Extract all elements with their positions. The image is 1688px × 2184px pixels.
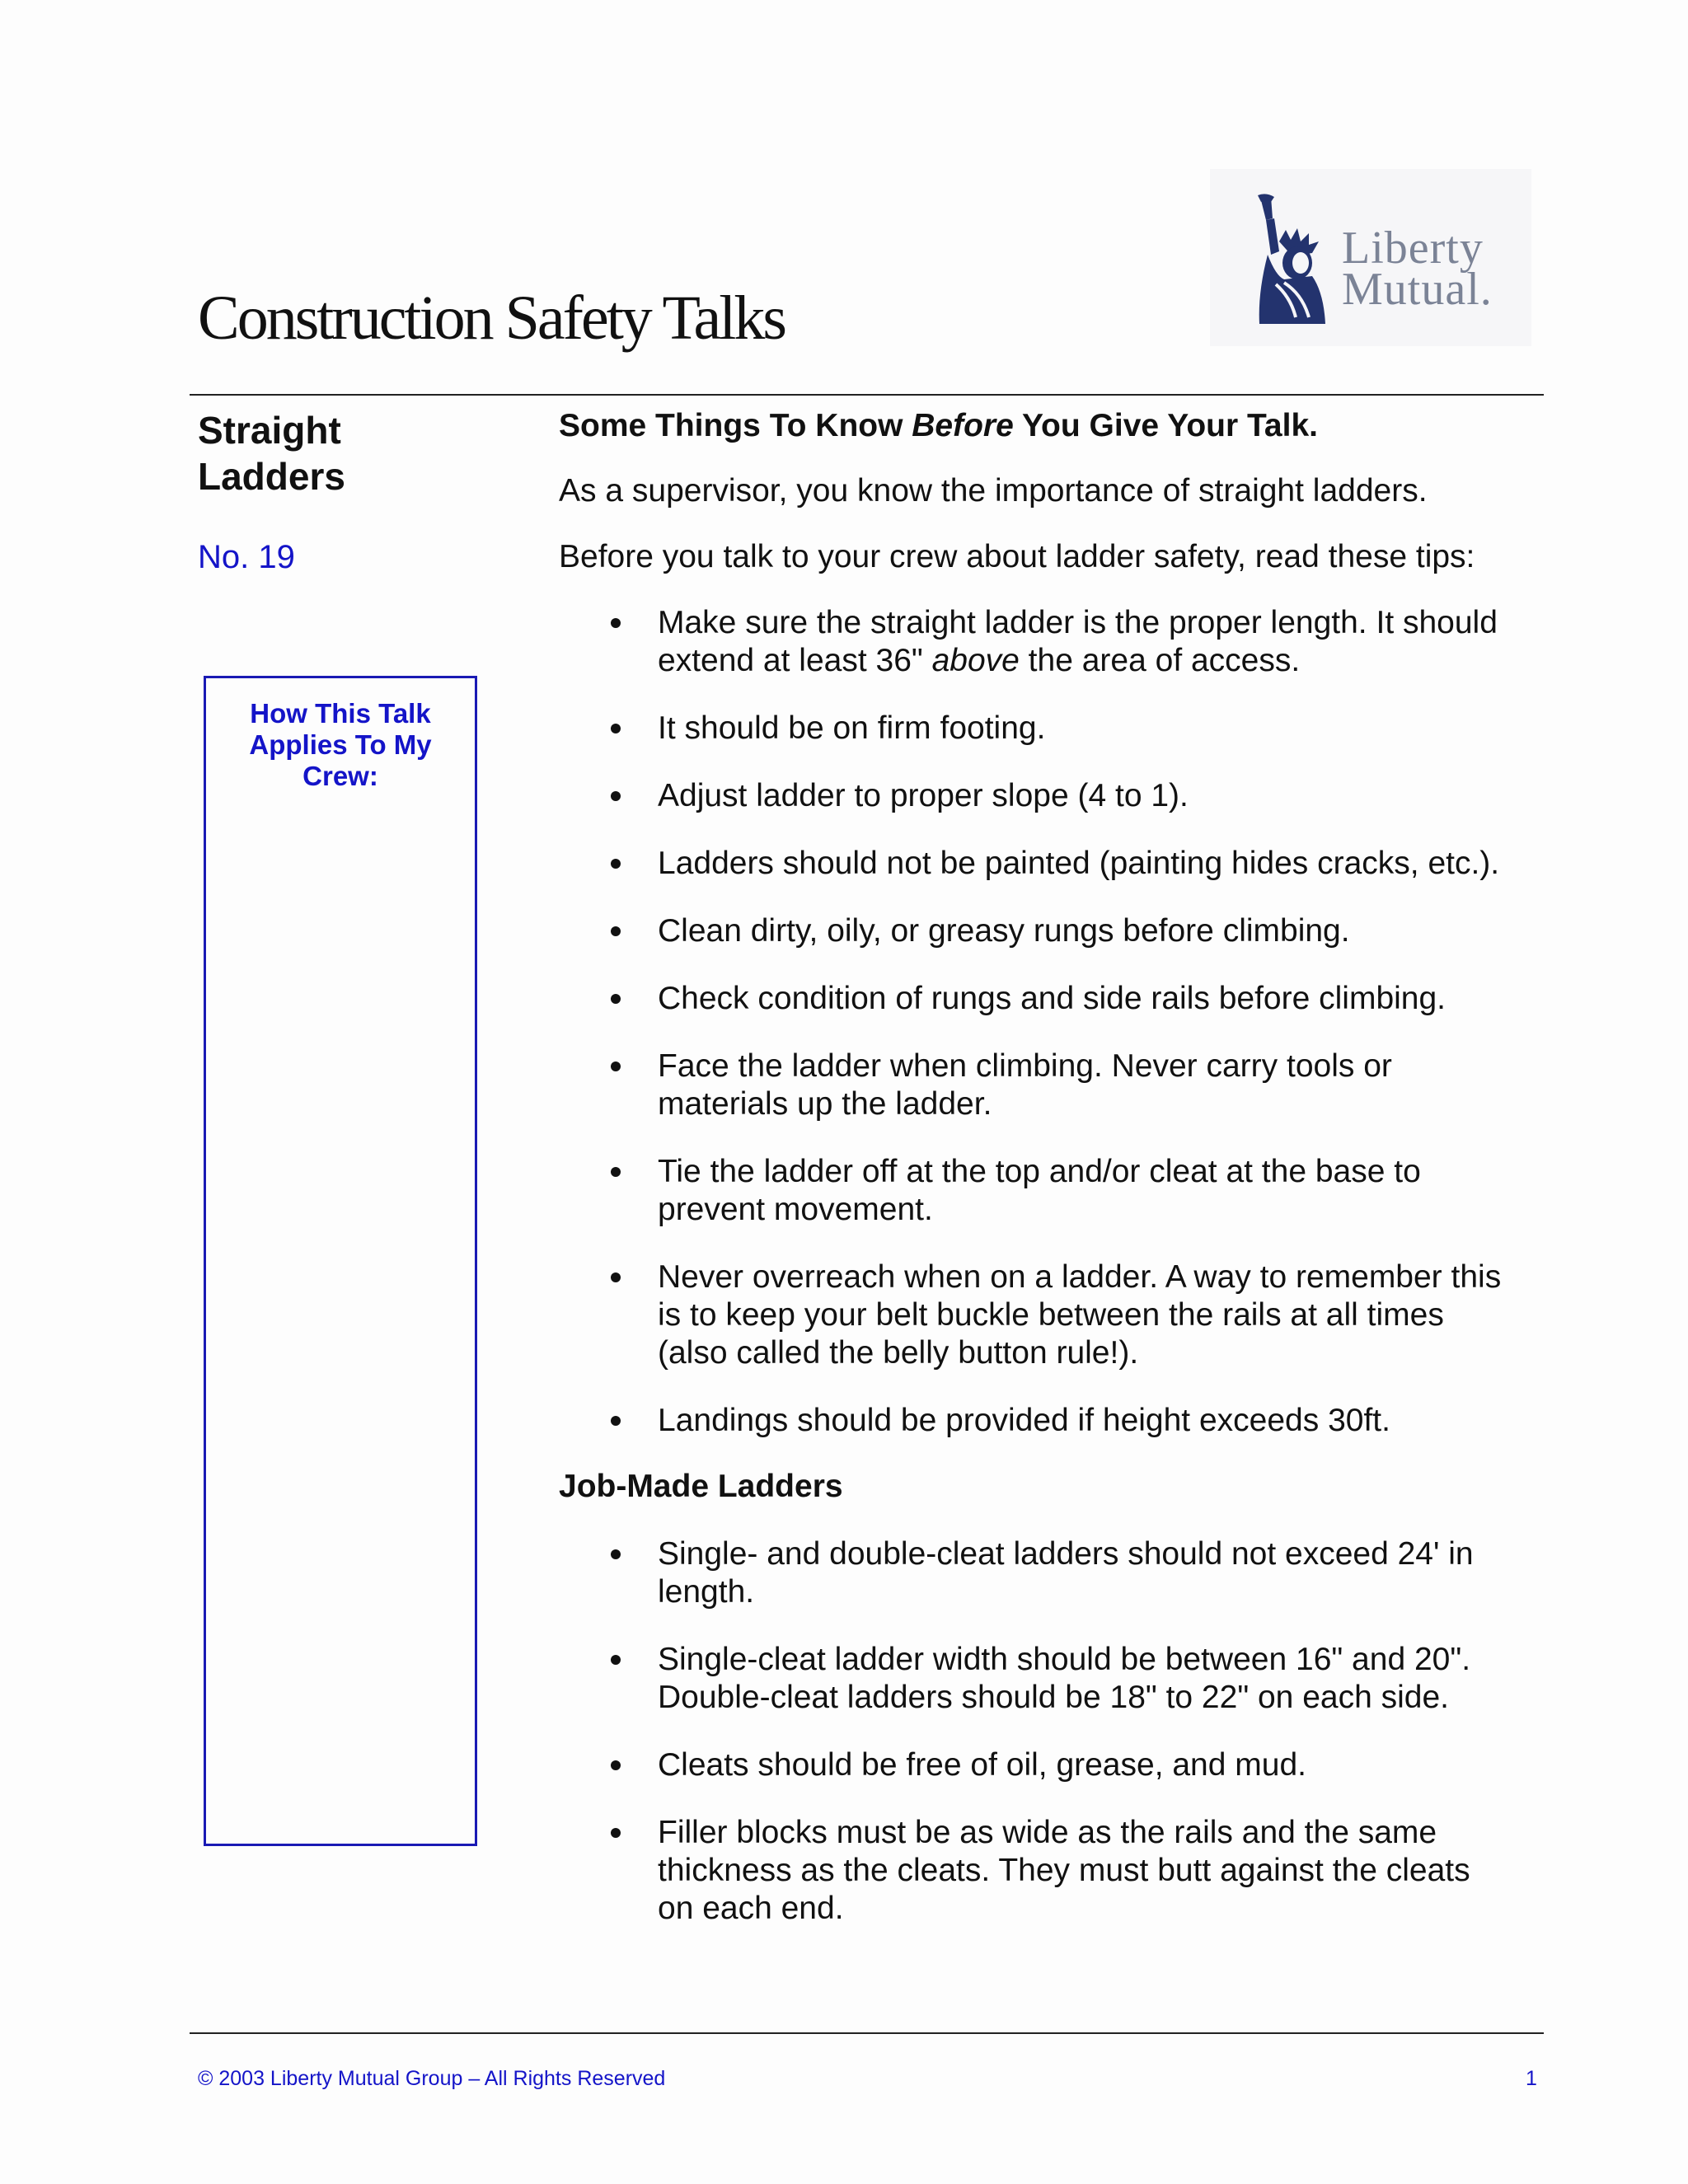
- crew-notes-label-line1: How This Talk: [250, 698, 431, 729]
- list-item: Clean dirty, oily, or greasy rungs before climbing.: [559, 912, 1548, 950]
- list-item: Ladders should not be painted (painting hides cracks, etc.).: [559, 845, 1548, 883]
- list-item: Landings should be provided if height exceeds 30ft.: [559, 1402, 1548, 1440]
- list-item: Filler blocks must be as wide as the rails and the same thickness as the cleats. They must butt against the cleats on each end.: [559, 1814, 1548, 1928]
- bullet-icon: [611, 1062, 621, 1071]
- statue-of-liberty-icon: [1243, 194, 1334, 326]
- crew-notes-label-line2: Applies To My: [249, 729, 432, 760]
- bullet-icon: [611, 1760, 621, 1770]
- crew-notes-label: [206, 678, 475, 792]
- talk-number: No. 19: [198, 539, 295, 575]
- liberty-mutual-logo: [1210, 169, 1531, 346]
- logo-wordmark-mutual: Mutual.: [1342, 264, 1493, 315]
- bullet-icon: [611, 1549, 621, 1559]
- list-item: Single- and double-cleat ladders should not exceed 24' in length.: [559, 1535, 1548, 1611]
- list-item: Never overreach when on a ladder. A way to remember this is to keep your belt buckle between the rails at all times (also called the belly button rule!).: [559, 1258, 1548, 1372]
- copyright-notice: © 2003 Liberty Mutual Group – All Rights Reserved: [198, 2067, 666, 2090]
- section-heading-before-talk: Some Things To Know Before You Give Your Talk.: [559, 408, 1318, 443]
- bullet-icon: [611, 618, 621, 628]
- bullet-icon: [611, 791, 621, 801]
- bullet-icon: [611, 926, 621, 936]
- footer-divider: [190, 2032, 1544, 2034]
- topic-title: [198, 407, 511, 499]
- ladder-tips-list: [559, 604, 1548, 1440]
- list-item: Adjust ladder to proper slope (4 to 1).: [559, 777, 1548, 815]
- list-item: Tie the ladder off at the top and/or cleat at the base to prevent movement.: [559, 1153, 1548, 1229]
- topic-title-line1: Straight: [198, 409, 341, 452]
- list-item: Single-cleat ladder width should be between 16" and 20". Double-cleat ladders should be 18" to 22" on each side.: [559, 1641, 1548, 1717]
- list-item: It should be on firm footing.: [559, 710, 1548, 748]
- header-divider: [190, 394, 1544, 396]
- logo-wordmark-liberty: Liberty: [1342, 223, 1484, 274]
- list-item: Face the ladder when climbing. Never carry tools or materials up the ladder.: [559, 1047, 1548, 1123]
- bullet-icon: [611, 994, 621, 1004]
- page-number: 1: [1526, 2067, 1537, 2090]
- list-item: Check condition of rungs and side rails before climbing.: [559, 980, 1548, 1018]
- bullet-icon: [611, 1167, 621, 1177]
- bullet-icon: [611, 1655, 621, 1665]
- bullet-icon: [611, 1416, 621, 1426]
- job-made-ladder-tips-list: [559, 1535, 1548, 1928]
- page-title: Construction Safety Talks: [198, 284, 785, 353]
- bullet-icon: [611, 1828, 621, 1838]
- crew-notes-box[interactable]: [204, 676, 477, 1846]
- intro-paragraph-2: Before you talk to your crew about ladder safety, read these tips:: [559, 539, 1475, 574]
- bullet-icon: [611, 724, 621, 733]
- talk-content: [559, 407, 1548, 1957]
- bullet-icon: [611, 859, 621, 869]
- topic-title-line2: Ladders: [198, 455, 345, 498]
- crew-notes-label-line3: Crew:: [302, 761, 378, 791]
- list-item: Cleats should be free of oil, grease, and mud.: [559, 1746, 1548, 1784]
- section-heading-job-made-ladders: Job-Made Ladders: [559, 1469, 843, 1504]
- list-item: Make sure the straight ladder is the proper length. It should extend at least 36" above the area of access.: [559, 604, 1548, 680]
- intro-paragraph-1: As a supervisor, you know the importance of straight ladders.: [559, 473, 1428, 509]
- bullet-icon: [611, 1272, 621, 1282]
